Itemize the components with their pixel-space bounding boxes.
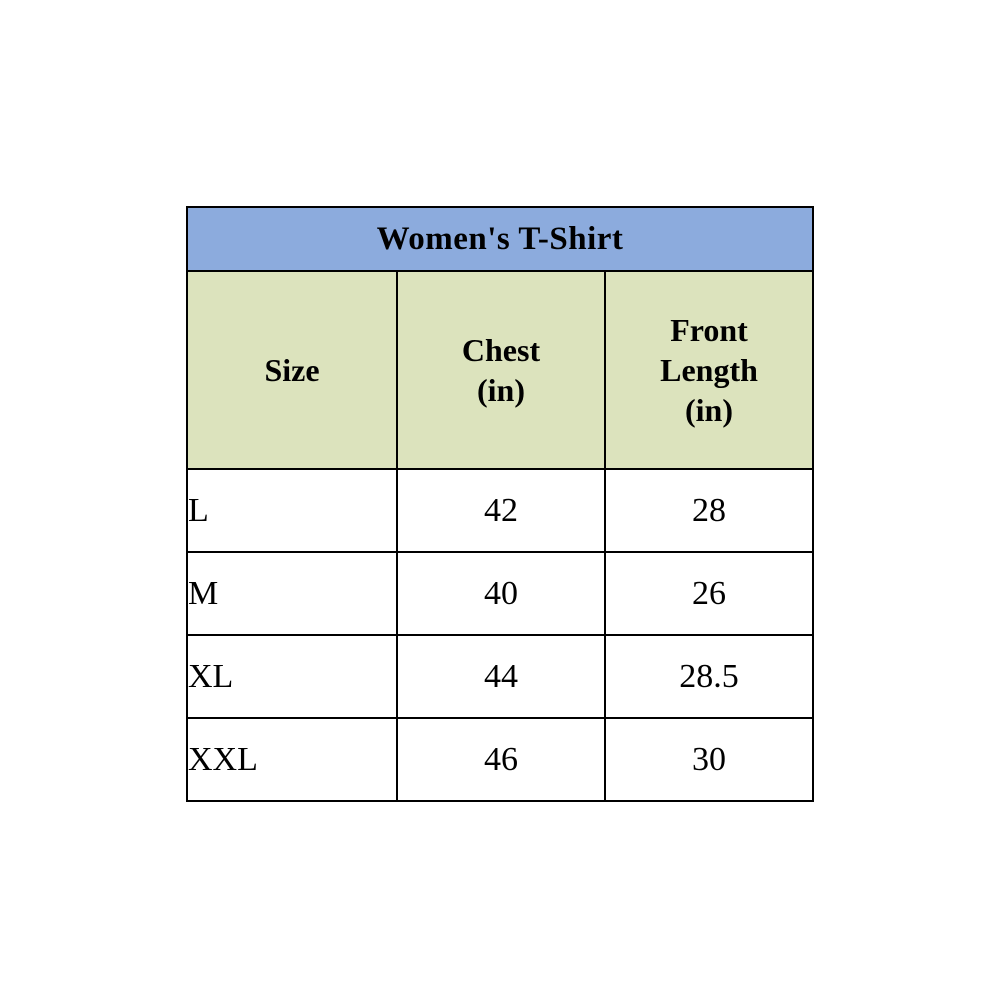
column-header-size: [187, 271, 397, 469]
column-header-chest-label: Chest: [461, 332, 541, 368]
column-header-front-length-unit: (in): [685, 392, 733, 428]
column-header-front-length-line1: Front: [670, 312, 748, 348]
cell-front-length: 28.5: [605, 635, 813, 718]
size-chart-container: [186, 206, 812, 802]
size-chart-table: [186, 206, 814, 802]
cell-chest: 40: [397, 552, 605, 635]
table-row: [187, 552, 813, 635]
cell-size: M: [187, 552, 397, 635]
cell-chest: 46: [397, 718, 605, 801]
cell-size: XL: [187, 635, 397, 718]
cell-chest: 42: [397, 469, 605, 552]
column-header-chest-unit: (in): [477, 372, 525, 408]
column-header-front-length-line2: Length: [660, 352, 758, 388]
cell-size: L: [187, 469, 397, 552]
table-row: [187, 635, 813, 718]
table-row: [187, 718, 813, 801]
table-title-row: [187, 207, 813, 271]
cell-chest: 44: [397, 635, 605, 718]
cell-front-length: 26: [605, 552, 813, 635]
column-header-front-length: [605, 271, 813, 469]
cell-front-length: 30: [605, 718, 813, 801]
table-row: [187, 469, 813, 552]
cell-front-length: 28: [605, 469, 813, 552]
table-header-row: [187, 271, 813, 469]
cell-size: XXL: [187, 718, 397, 801]
table-title: Women's T-Shirt: [187, 207, 813, 271]
column-header-chest: [397, 271, 605, 469]
column-header-size-label: Size: [264, 352, 320, 388]
